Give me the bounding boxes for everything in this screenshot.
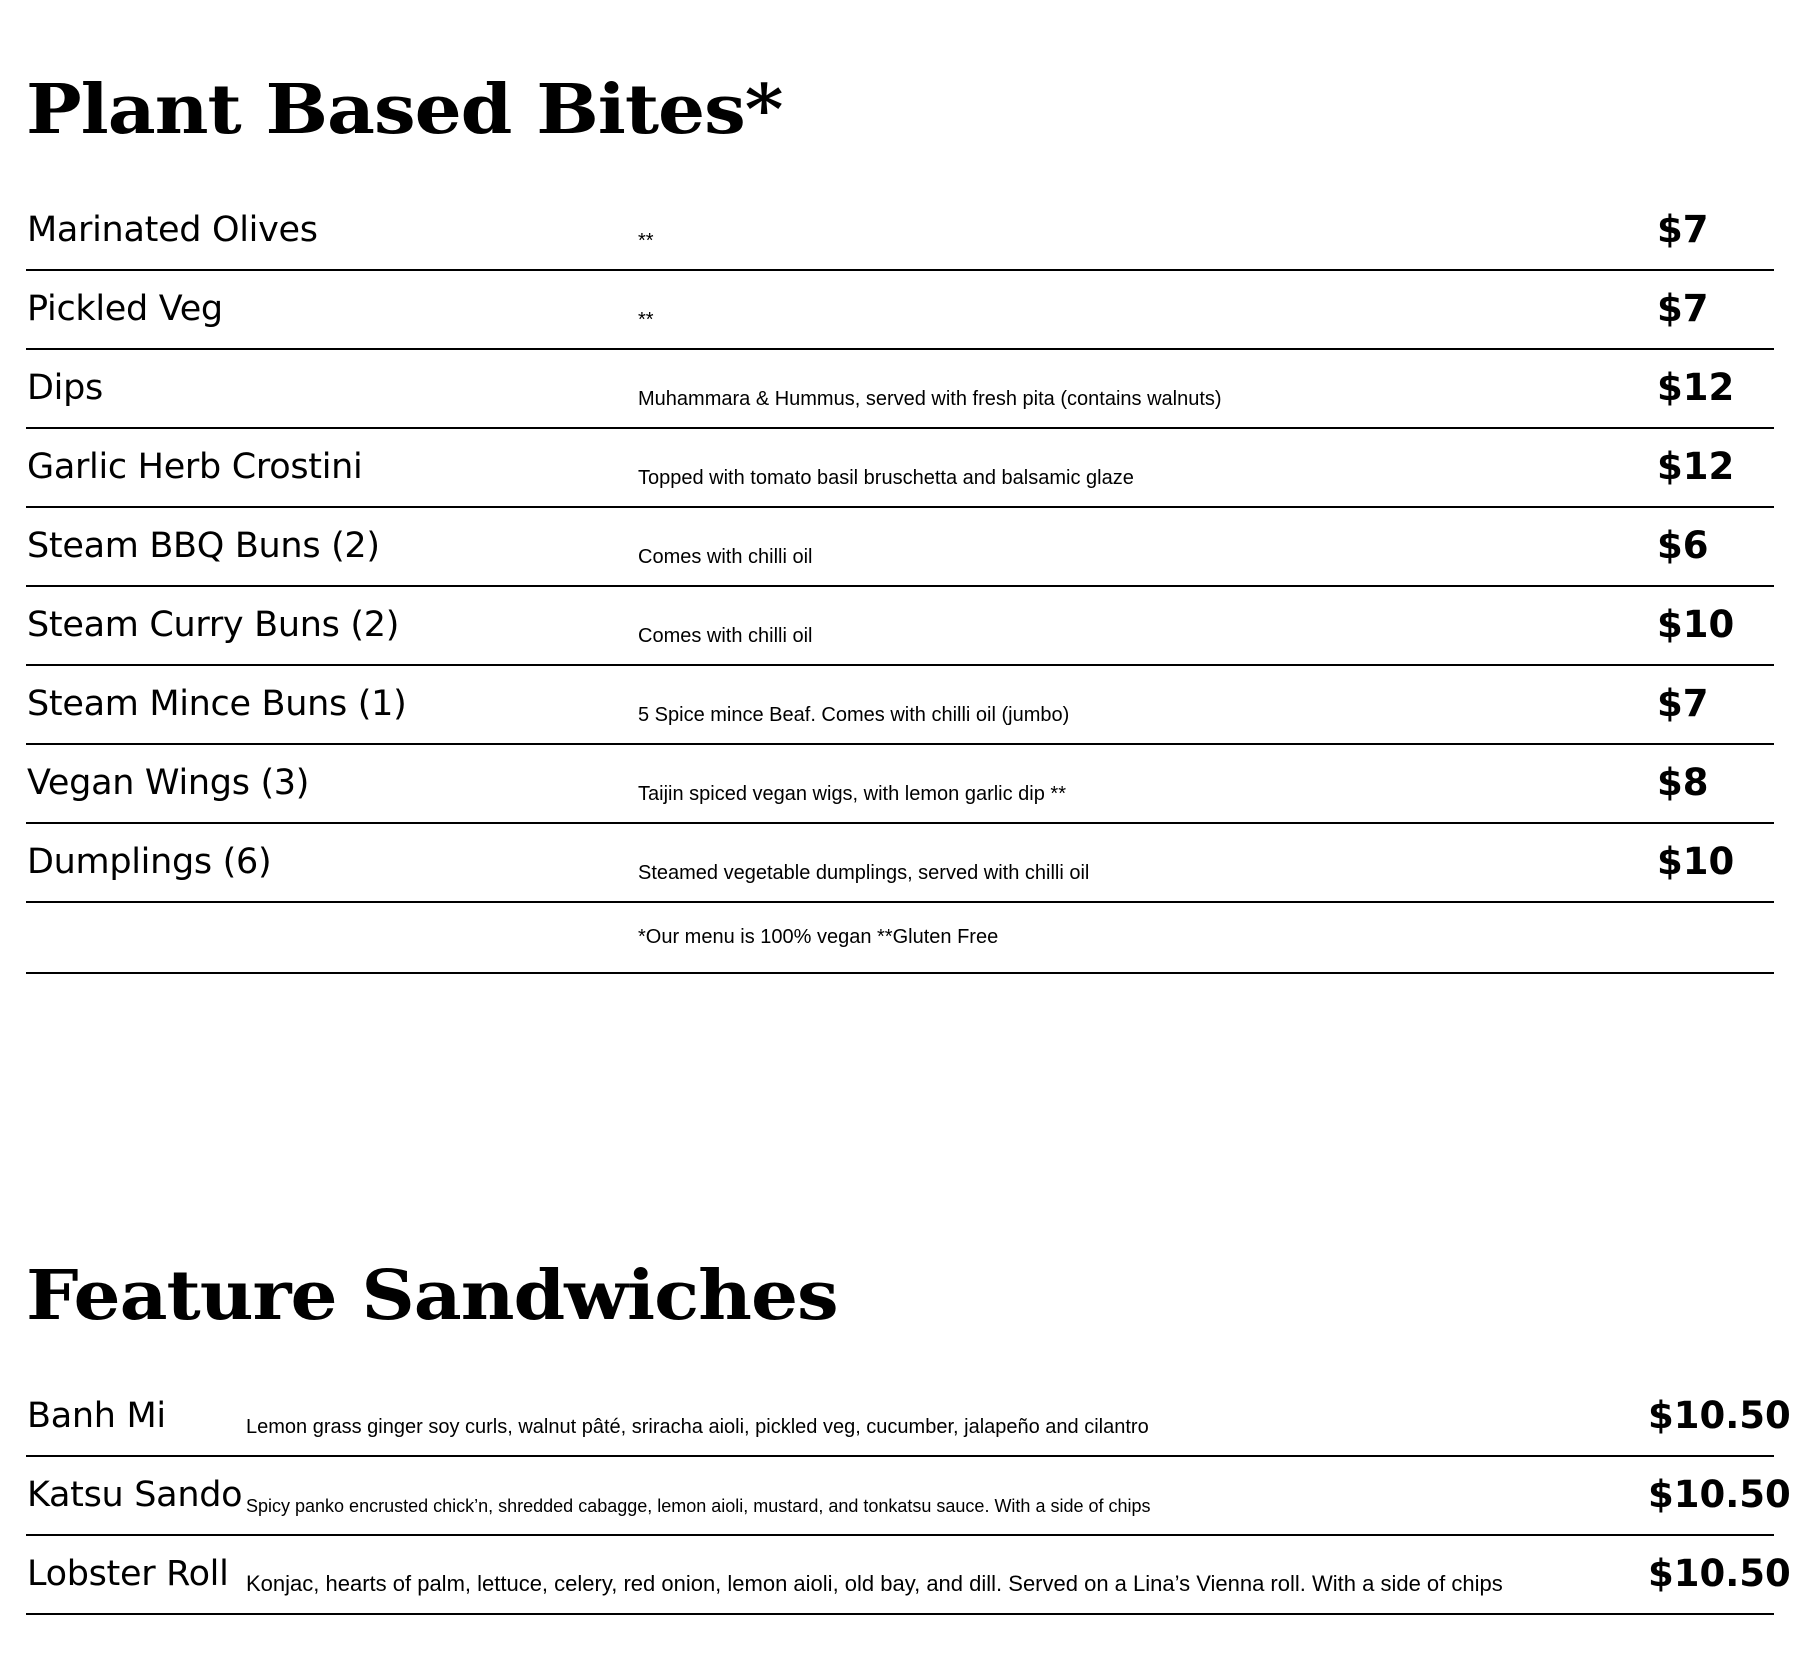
feature-sandwiches-table (26, 1378, 1791, 1615)
section-title-plant-based-bites: Plant Based Bites* (26, 70, 783, 150)
item-name: Dumplings (6) (27, 842, 272, 882)
footnote-row (26, 903, 1774, 974)
plant-based-bites-table (26, 192, 1774, 974)
item-price: $8 (1657, 761, 1709, 804)
item-description: ** (638, 230, 654, 252)
menu-row (26, 508, 1774, 587)
item-name: Dips (27, 368, 103, 408)
menu-row (26, 1378, 1791, 1457)
item-name: Katsu Sando (27, 1475, 243, 1515)
item-price: $6 (1657, 524, 1709, 567)
item-price: $12 (1657, 366, 1735, 409)
item-price: $10.50 (1648, 1552, 1791, 1595)
item-description: Lemon grass ginger soy curls, walnut pâté, sriracha aioli, pickled veg, cucumber, jalapeño and cilantro (246, 1416, 1149, 1438)
menu-row (26, 192, 1774, 271)
menu-row (26, 824, 1774, 903)
item-price: $10 (1657, 840, 1735, 883)
item-name: Vegan Wings (3) (27, 763, 310, 803)
item-price: $10 (1657, 603, 1735, 646)
item-price: $10.50 (1648, 1394, 1791, 1437)
item-description: Spicy panko encrusted chick’n, shredded cabagge, lemon aioli, mustard, and tonkatsu sauce. With a side of chips (246, 1496, 1151, 1516)
item-description: ** (638, 309, 654, 331)
item-price: $10.50 (1648, 1473, 1791, 1516)
menu-row (26, 350, 1774, 429)
item-name: Steam BBQ Buns (2) (27, 526, 380, 566)
item-price: $7 (1657, 208, 1709, 251)
item-description: Steamed vegetable dumplings, served with chilli oil (638, 862, 1090, 884)
menu-row (26, 1536, 1791, 1615)
item-price: $12 (1657, 445, 1735, 488)
menu-row (26, 429, 1774, 508)
item-description: Taijin spiced vegan wigs, with lemon garlic dip ** (638, 783, 1066, 805)
item-description: Konjac, hearts of palm, lettuce, celery, red onion, lemon aioli, old bay, and dill. Served on a Lina’s Vienna roll. With a side of chips (246, 1571, 1503, 1596)
item-price: $7 (1657, 682, 1709, 725)
menu-row (26, 745, 1774, 824)
item-name: Pickled Veg (27, 289, 223, 329)
item-name: Marinated Olives (27, 210, 318, 250)
item-name: Steam Mince Buns (1) (27, 684, 407, 724)
item-description: 5 Spice mince Beaf. Comes with chilli oil (jumbo) (638, 704, 1070, 726)
item-name: Banh Mi (27, 1396, 166, 1436)
item-name: Garlic Herb Crostini (27, 447, 363, 487)
menu-row (26, 1457, 1791, 1536)
item-description: Comes with chilli oil (638, 625, 813, 647)
item-name: Steam Curry Buns (2) (27, 605, 400, 645)
menu-footnote: *Our menu is 100% vegan **Gluten Free (638, 926, 999, 948)
menu-row (26, 271, 1774, 350)
section-title-feature-sandwiches: Feature Sandwiches (26, 1256, 838, 1336)
menu-row (26, 587, 1774, 666)
menu-row (26, 666, 1774, 745)
item-description: Topped with tomato basil bruschetta and balsamic glaze (638, 467, 1134, 489)
item-description: Muhammara & Hummus, served with fresh pita (contains walnuts) (638, 388, 1222, 410)
item-description: Comes with chilli oil (638, 546, 813, 568)
item-price: $7 (1657, 287, 1709, 330)
item-name: Lobster Roll (27, 1554, 229, 1594)
